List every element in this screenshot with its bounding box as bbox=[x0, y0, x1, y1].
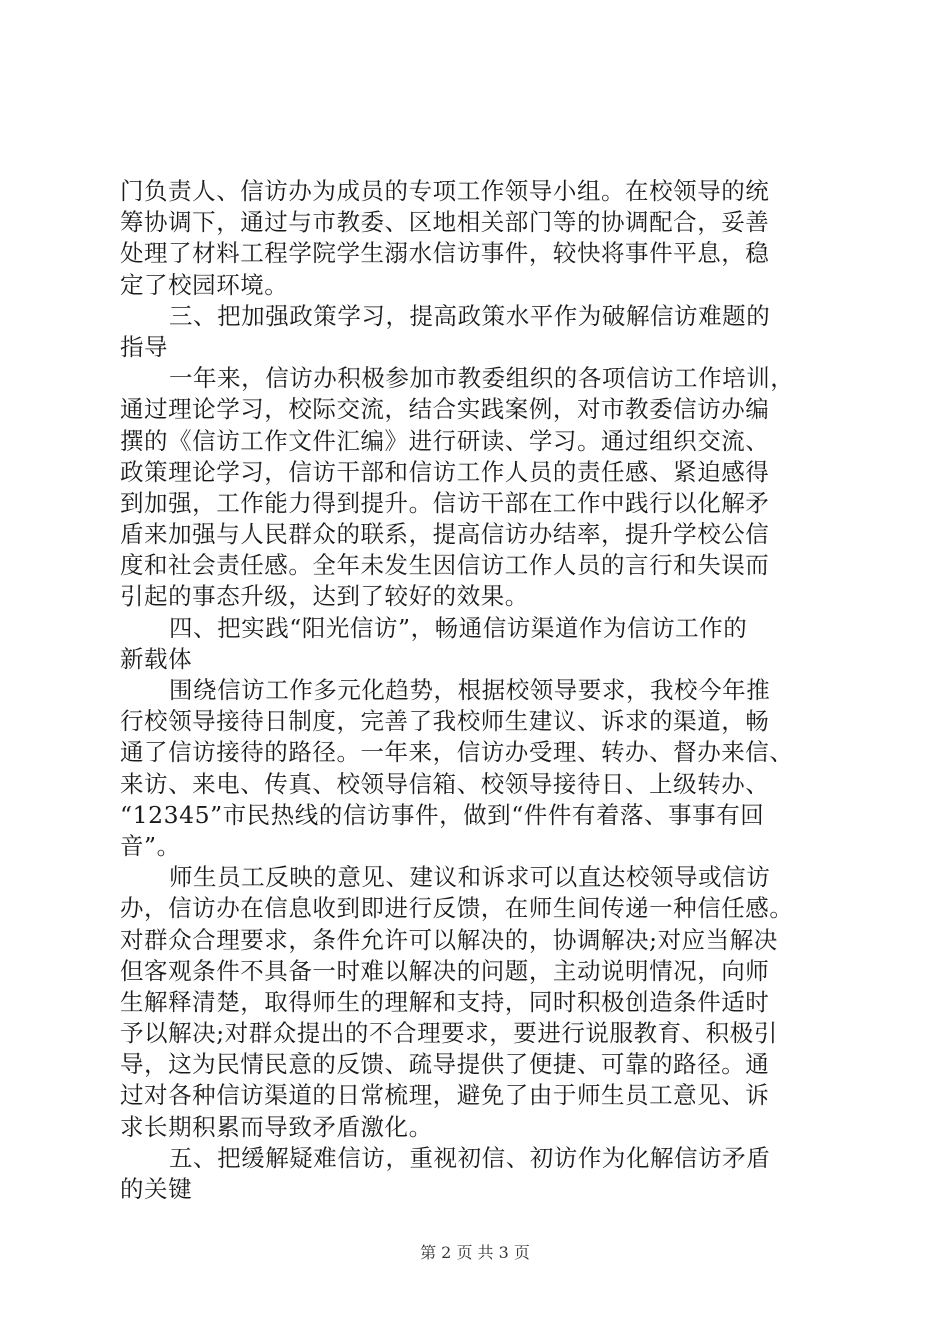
text-line: 师生员工反映的意见、建议和诉求可以直达校领导或信访 bbox=[169, 863, 771, 892]
text-line: 但客观条件不具备一时难以解决的问题，主动说明情况，向师 bbox=[120, 956, 770, 985]
text-line: 撰的《信访工作文件汇编》进行研读、学习。通过组织交流、 bbox=[120, 426, 770, 455]
text-line: 筹协调下，通过与市教委、区地相关部门等的协调配合，妥善 bbox=[120, 208, 770, 237]
text-line: 的关键 bbox=[120, 1175, 193, 1203]
text-line: 予以解决;对群众提出的不合理要求，要进行说服教育、积极引 bbox=[120, 1019, 778, 1048]
text-line: 围绕信访工作多元化趋势，根据校领导要求，我校今年推 bbox=[169, 676, 771, 704]
text-line: 对群众合理要求，条件允许可以解决的，协调解决;对应当解决 bbox=[120, 925, 778, 954]
text-line: 来访、来电、传真、校领导信箱、校领导接待日、上级转办、 bbox=[120, 769, 770, 798]
text-line: 到加强，工作能力得到提升。信访干部在工作中践行以化解矛 bbox=[120, 488, 770, 517]
text-line: 求长期积累而导致矛盾激化。 bbox=[120, 1112, 433, 1141]
text-line: 一年来，信访办积极参加市教委组织的各项信访工作培训， bbox=[169, 364, 795, 393]
text-line: 盾来加强与人民群众的联系，提高信访办结率，提升学校公信 bbox=[120, 520, 770, 549]
text-line: 导，这为民情民意的反馈、疏导提供了便捷、可靠的路径。通 bbox=[120, 1050, 770, 1079]
text-line: 行校领导接待日制度，完善了我校师生建议、诉求的渠道，畅 bbox=[120, 707, 770, 736]
text-line: 音”。 bbox=[120, 831, 181, 860]
text-line: “12345”市民热线的信访事件，做到“件件有着落、事事有回 bbox=[120, 800, 765, 829]
text-line: 政策理论学习，信访干部和信访工作人员的责任感、紧迫感得 bbox=[120, 457, 770, 486]
text-line: 五、把缓解疑难信访，重视初信、初访作为化解信访矛盾 bbox=[169, 1143, 771, 1172]
text-line: 办，信访办在信息收到即进行反馈，在师生间传递一种信任感。 bbox=[120, 894, 794, 923]
text-line: 门负责人、信访办为成员的专项工作领导小组。在校领导的统 bbox=[120, 177, 770, 205]
text-line: 处理了材料工程学院学生溺水信访事件，较快将事件平息，稳 bbox=[120, 239, 770, 268]
text-line: 通过理论学习，校际交流，结合实践案例，对市教委信访办编 bbox=[120, 395, 770, 424]
text-line: 定了校园环境。 bbox=[120, 270, 289, 299]
text-line: 新载体 bbox=[120, 644, 193, 673]
document-body bbox=[120, 176, 840, 1205]
text-line: 生解释清楚，取得师生的理解和支持，同时积极创造条件适时 bbox=[120, 987, 770, 1016]
text-line: 指导 bbox=[120, 332, 169, 361]
text-line: 通了信访接待的路径。一年来，信访办受理、转办、督办来信、 bbox=[120, 738, 794, 767]
text-line: 三、把加强政策学习，提高政策水平作为破解信访难题的 bbox=[169, 301, 771, 330]
text-line: 四、把实践“阳光信访”，畅通信访渠道作为信访工作的 bbox=[169, 613, 748, 642]
text-line: 度和社会责任感。全年未发生因信访工作人员的言行和失误而 bbox=[120, 551, 770, 580]
text-line: 过对各种信访渠道的日常梳理，避免了由于师生员工意见、诉 bbox=[120, 1081, 770, 1110]
page-number-footer: 第 2 页 共 3 页 bbox=[420, 1243, 530, 1262]
text-line: 引起的事态升级，达到了较好的效果。 bbox=[120, 582, 529, 611]
